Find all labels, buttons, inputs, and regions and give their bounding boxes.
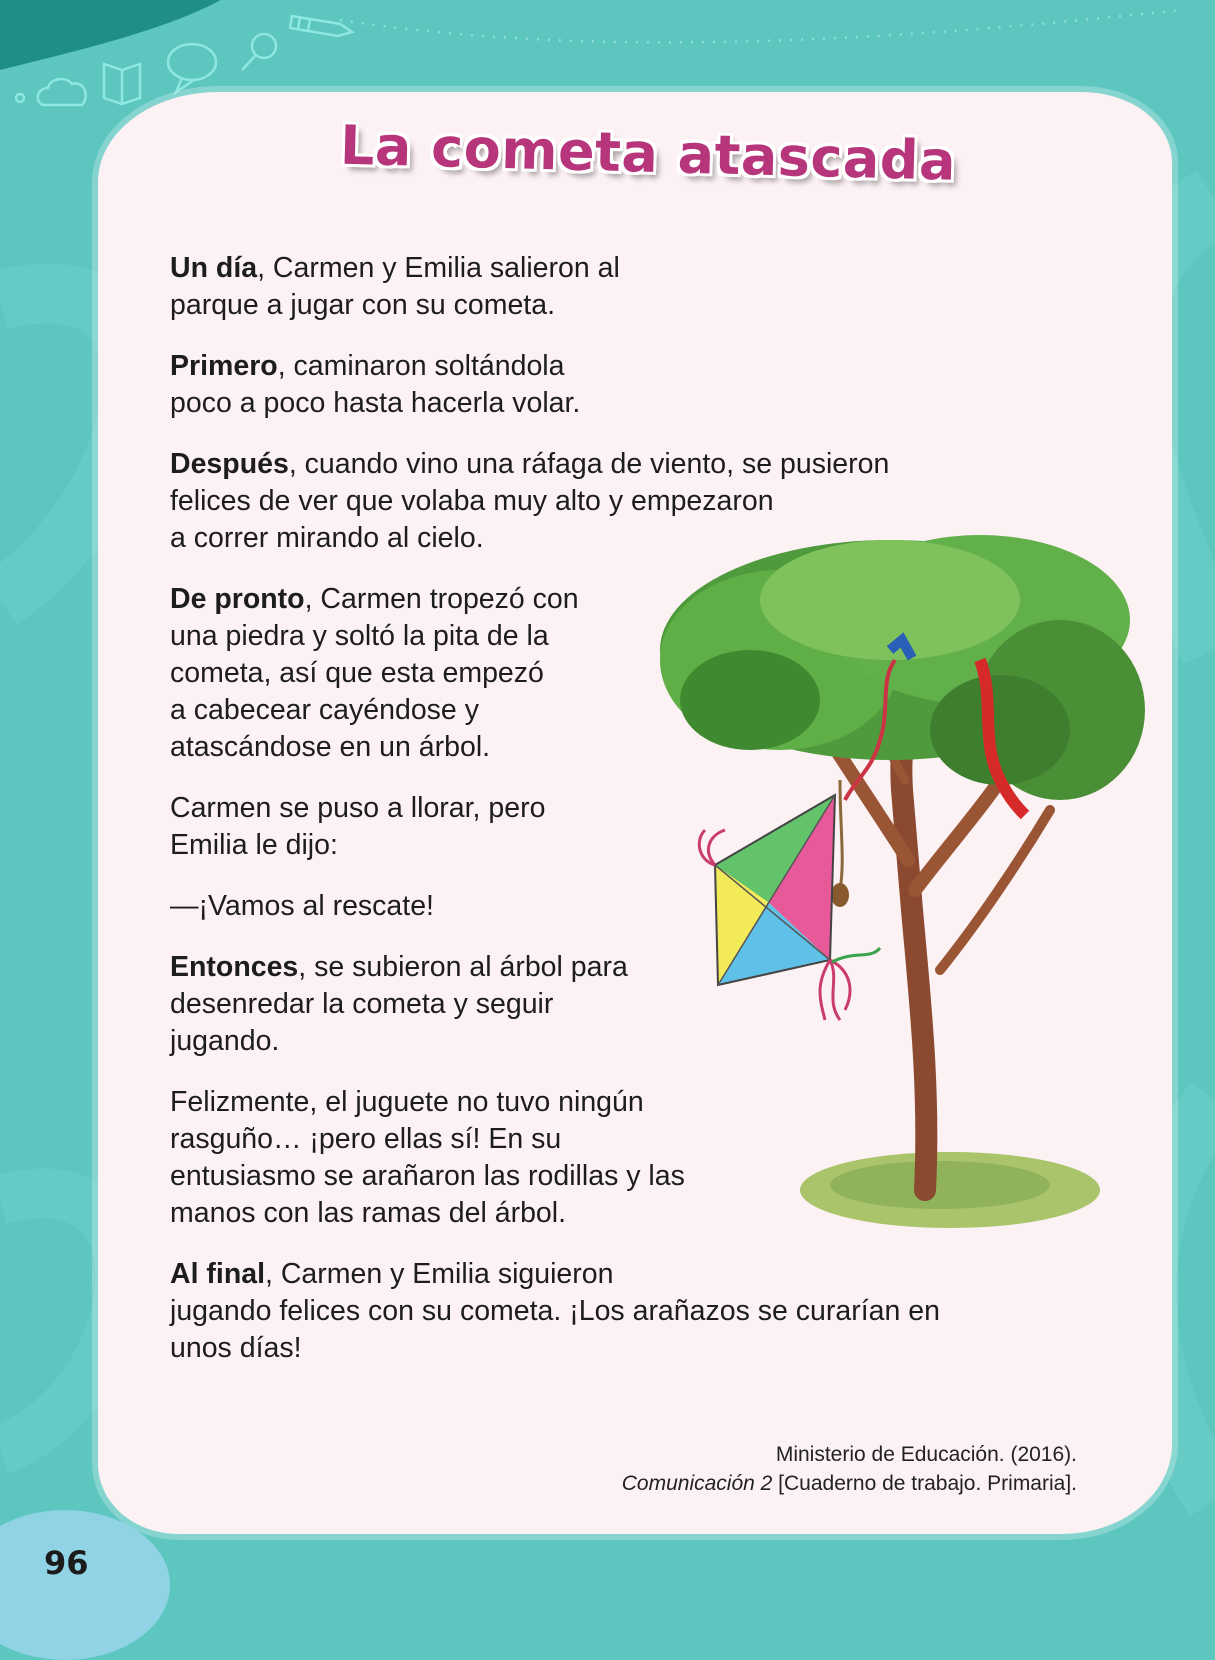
paragraph: Después, cuando vino una ráfaga de viento, se pusieron felices de ver que volaba muy alto y empezaron a correr mirando al cielo. bbox=[170, 448, 890, 554]
citation-work: Comunicación 2 [Cuaderno de trabajo. Primaria]. bbox=[621, 1472, 1077, 1495]
book-icon bbox=[104, 64, 140, 104]
speech-bubble-icon bbox=[168, 44, 216, 92]
magnifier-icon bbox=[242, 34, 276, 70]
paragraph: Entonces, se subieron al árbol para desenredar la cometa y seguir jugando. bbox=[170, 951, 628, 1057]
paragraph: De pronto, Carmen tropezó con una piedra y soltó la pita de la cometa, así que esta empezó a cabecear cayéndose y atascándose en un árbol. bbox=[170, 583, 579, 763]
paragraph: Un día, Carmen y Emilia salieron al parque a jugar con su cometa. bbox=[170, 252, 620, 321]
paragraph: —¡Vamos al rescate! bbox=[170, 890, 434, 922]
page-number: 96 bbox=[44, 1544, 89, 1582]
cloud-icon bbox=[16, 79, 86, 105]
paragraph: Felizmente, el juguete no tuvo ningún rasguño… ¡pero ellas sí! En su entusiasmo se arañaron las rodillas y las manos con las ramas del árbol. bbox=[170, 1086, 685, 1229]
page-title: La cometa atascada bbox=[339, 113, 957, 193]
paragraph: Primero, caminaron soltándola poco a poco hasta hacerla volar. bbox=[170, 350, 581, 419]
paragraph: Carmen se puso a llorar, pero Emilia le dijo: bbox=[170, 792, 546, 861]
kite bbox=[699, 795, 880, 1020]
tree-kite-illustration bbox=[640, 530, 1160, 1230]
paragraph: Al final, Carmen y Emilia siguieron jugando felices con su cometa. ¡Los arañazos se curarían en unos días! bbox=[170, 1258, 940, 1364]
source-citation bbox=[622, 1440, 1077, 1498]
citation-author: Ministerio de Educación. (2016). bbox=[775, 1443, 1077, 1466]
pencil-icon bbox=[290, 16, 352, 36]
